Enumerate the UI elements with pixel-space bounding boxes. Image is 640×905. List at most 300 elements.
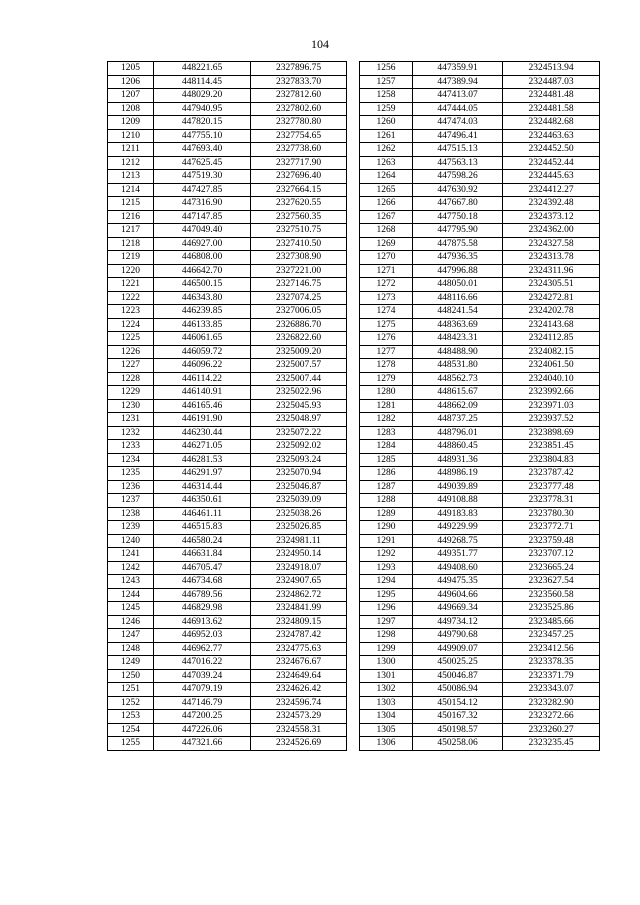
x-coordinate-cell: 446059.72: [154, 345, 251, 359]
x-coordinate-cell: 447515.13: [413, 143, 503, 157]
table-row: [108, 413, 347, 427]
table-row: [108, 615, 347, 629]
x-coordinate-cell: 447039.24: [154, 669, 251, 683]
point-number-cell: 1289: [360, 507, 413, 521]
table-row: [360, 386, 600, 400]
x-coordinate-cell: 446291.97: [154, 467, 251, 481]
x-coordinate-cell: 446350.61: [154, 494, 251, 508]
point-number-cell: 1238: [108, 507, 154, 521]
point-number-cell: 1239: [108, 521, 154, 535]
table-row: [108, 723, 347, 737]
point-number-cell: 1256: [360, 62, 413, 76]
x-coordinate-cell: 448488.90: [413, 345, 503, 359]
point-number-cell: 1283: [360, 426, 413, 440]
y-coordinate-cell: 2327410.50: [251, 237, 347, 251]
y-coordinate-cell: 2327738.60: [251, 143, 347, 157]
y-coordinate-cell: 2324841.99: [251, 602, 347, 616]
x-coordinate-cell: 447630.92: [413, 183, 503, 197]
table-row: [108, 521, 347, 535]
x-coordinate-cell: 447147.85: [154, 210, 251, 224]
point-number-cell: 1257: [360, 75, 413, 89]
y-coordinate-cell: 2325070.94: [251, 467, 347, 481]
point-number-cell: 1233: [108, 440, 154, 454]
point-number-cell: 1305: [360, 723, 413, 737]
point-number-cell: 1217: [108, 224, 154, 238]
x-coordinate-cell: 448562.73: [413, 372, 503, 386]
point-number-cell: 1232: [108, 426, 154, 440]
y-coordinate-cell: 2325026.85: [251, 521, 347, 535]
y-coordinate-cell: 2323260.27: [503, 723, 600, 737]
point-number-cell: 1219: [108, 251, 154, 265]
y-coordinate-cell: 2324481.48: [503, 89, 600, 103]
y-coordinate-cell: 2324311.96: [503, 264, 600, 278]
table-row: [360, 332, 600, 346]
point-number-cell: 1286: [360, 467, 413, 481]
y-coordinate-cell: 2324981.11: [251, 534, 347, 548]
table-row: [108, 588, 347, 602]
table-row: [360, 642, 600, 656]
x-coordinate-cell: 447427.85: [154, 183, 251, 197]
point-number-cell: 1275: [360, 318, 413, 332]
point-number-cell: 1282: [360, 413, 413, 427]
y-coordinate-cell: 2324526.69: [251, 737, 347, 751]
point-number-cell: 1306: [360, 737, 413, 751]
y-coordinate-cell: 2327802.60: [251, 102, 347, 116]
x-coordinate-cell: 447940.95: [154, 102, 251, 116]
point-number-cell: 1259: [360, 102, 413, 116]
table-row: [108, 143, 347, 157]
table-row: [108, 102, 347, 116]
x-coordinate-cell: 447755.10: [154, 129, 251, 143]
point-number-cell: 1214: [108, 183, 154, 197]
point-number-cell: 1226: [108, 345, 154, 359]
point-number-cell: 1227: [108, 359, 154, 373]
x-coordinate-cell: 446952.03: [154, 629, 251, 643]
table-body-left: [108, 62, 347, 751]
y-coordinate-cell: 2323627.54: [503, 575, 600, 589]
table-row: [108, 710, 347, 724]
y-coordinate-cell: 2324445.63: [503, 170, 600, 184]
x-coordinate-cell: 447359.91: [413, 62, 503, 76]
y-coordinate-cell: 2323777.48: [503, 480, 600, 494]
x-coordinate-cell: 446114.22: [154, 372, 251, 386]
point-number-cell: 1299: [360, 642, 413, 656]
x-coordinate-cell: 446734.68: [154, 575, 251, 589]
point-number-cell: 1235: [108, 467, 154, 481]
table-row: [108, 683, 347, 697]
table-row: [108, 359, 347, 373]
x-coordinate-cell: 449909.07: [413, 642, 503, 656]
table-row: [360, 183, 600, 197]
x-coordinate-cell: 446808.00: [154, 251, 251, 265]
point-number-cell: 1277: [360, 345, 413, 359]
table-row: [108, 548, 347, 562]
y-coordinate-cell: 2323457.25: [503, 629, 600, 643]
point-number-cell: 1231: [108, 413, 154, 427]
y-coordinate-cell: 2327812.60: [251, 89, 347, 103]
x-coordinate-cell: 447519.30: [154, 170, 251, 184]
point-number-cell: 1250: [108, 669, 154, 683]
point-number-cell: 1279: [360, 372, 413, 386]
table-row: [360, 467, 600, 481]
y-coordinate-cell: 2324862.72: [251, 588, 347, 602]
table-row: [360, 210, 600, 224]
page-number: 104: [311, 37, 329, 51]
point-number-cell: 1224: [108, 318, 154, 332]
table-row: [360, 710, 600, 724]
x-coordinate-cell: 446191.90: [154, 413, 251, 427]
x-coordinate-cell: 446343.80: [154, 291, 251, 305]
y-coordinate-cell: 2324392.48: [503, 197, 600, 211]
x-coordinate-cell: 447693.40: [154, 143, 251, 157]
y-coordinate-cell: 2323665.24: [503, 561, 600, 575]
y-coordinate-cell: 2323778.31: [503, 494, 600, 508]
y-coordinate-cell: 2323707.12: [503, 548, 600, 562]
y-coordinate-cell: 2327754.65: [251, 129, 347, 143]
x-coordinate-cell: 446165.46: [154, 399, 251, 413]
y-coordinate-cell: 2324452.50: [503, 143, 600, 157]
x-coordinate-cell: 447321.66: [154, 737, 251, 751]
x-coordinate-cell: 450046.87: [413, 669, 503, 683]
x-coordinate-cell: 447795.90: [413, 224, 503, 238]
y-coordinate-cell: 2323992.66: [503, 386, 600, 400]
y-coordinate-cell: 2327074.25: [251, 291, 347, 305]
x-coordinate-cell: 447750.18: [413, 210, 503, 224]
y-coordinate-cell: 2324481.58: [503, 102, 600, 116]
point-number-cell: 1302: [360, 683, 413, 697]
point-number-cell: 1288: [360, 494, 413, 508]
point-number-cell: 1220: [108, 264, 154, 278]
y-coordinate-cell: 2324558.31: [251, 723, 347, 737]
y-coordinate-cell: 2323937.52: [503, 413, 600, 427]
y-coordinate-cell: 2324362.00: [503, 224, 600, 238]
x-coordinate-cell: 446580.24: [154, 534, 251, 548]
point-number-cell: 1263: [360, 156, 413, 170]
table-row: [360, 521, 600, 535]
x-coordinate-cell: 450025.25: [413, 656, 503, 670]
y-coordinate-cell: 2324787.42: [251, 629, 347, 643]
x-coordinate-cell: 448029.20: [154, 89, 251, 103]
point-number-cell: 1249: [108, 656, 154, 670]
y-coordinate-cell: 2325045.93: [251, 399, 347, 413]
y-coordinate-cell: 2324775.63: [251, 642, 347, 656]
x-coordinate-cell: 448986.19: [413, 467, 503, 481]
point-number-cell: 1274: [360, 305, 413, 319]
table-row: [360, 507, 600, 521]
table-row: [360, 683, 600, 697]
point-number-cell: 1242: [108, 561, 154, 575]
point-number-cell: 1211: [108, 143, 154, 157]
x-coordinate-cell: 447996.88: [413, 264, 503, 278]
table-row: [360, 453, 600, 467]
point-number-cell: 1262: [360, 143, 413, 157]
x-coordinate-cell: 447563.13: [413, 156, 503, 170]
x-coordinate-cell: 448050.01: [413, 278, 503, 292]
table-row: [360, 359, 600, 373]
table-row: [360, 75, 600, 89]
table-row: [108, 305, 347, 319]
y-coordinate-cell: 2323759.48: [503, 534, 600, 548]
y-coordinate-cell: 2324313.78: [503, 251, 600, 265]
x-coordinate-cell: 448615.67: [413, 386, 503, 400]
point-number-cell: 1215: [108, 197, 154, 211]
x-coordinate-cell: 447598.26: [413, 170, 503, 184]
table-row: [108, 116, 347, 130]
x-coordinate-cell: 450154.12: [413, 696, 503, 710]
y-coordinate-cell: 2324907.65: [251, 575, 347, 589]
x-coordinate-cell: 448363.69: [413, 318, 503, 332]
y-coordinate-cell: 2326822.60: [251, 332, 347, 346]
y-coordinate-cell: 2324061.50: [503, 359, 600, 373]
x-coordinate-cell: 446962.77: [154, 642, 251, 656]
point-number-cell: 1225: [108, 332, 154, 346]
point-number-cell: 1221: [108, 278, 154, 292]
x-coordinate-cell: 447146.79: [154, 696, 251, 710]
point-number-cell: 1253: [108, 710, 154, 724]
y-coordinate-cell: 2325007.57: [251, 359, 347, 373]
y-coordinate-cell: 2327833.70: [251, 75, 347, 89]
y-coordinate-cell: 2324463.63: [503, 129, 600, 143]
y-coordinate-cell: 2325072.22: [251, 426, 347, 440]
coordinates-table-left: [107, 61, 347, 751]
point-number-cell: 1228: [108, 372, 154, 386]
x-coordinate-cell: 446927.00: [154, 237, 251, 251]
point-number-cell: 1292: [360, 548, 413, 562]
y-coordinate-cell: 2324327.58: [503, 237, 600, 251]
point-number-cell: 1230: [108, 399, 154, 413]
x-coordinate-cell: 449039.89: [413, 480, 503, 494]
point-number-cell: 1276: [360, 332, 413, 346]
table-row: [108, 170, 347, 184]
x-coordinate-cell: 449108.88: [413, 494, 503, 508]
point-number-cell: 1258: [360, 89, 413, 103]
y-coordinate-cell: 2324626.42: [251, 683, 347, 697]
point-number-cell: 1241: [108, 548, 154, 562]
x-coordinate-cell: 449790.68: [413, 629, 503, 643]
coordinates-table-right: [359, 61, 600, 751]
x-coordinate-cell: 446133.85: [154, 318, 251, 332]
point-number-cell: 1264: [360, 170, 413, 184]
x-coordinate-cell: 446061.65: [154, 332, 251, 346]
y-coordinate-cell: 2323235.45: [503, 737, 600, 751]
y-coordinate-cell: 2326886.70: [251, 318, 347, 332]
y-coordinate-cell: 2323971.03: [503, 399, 600, 413]
y-coordinate-cell: 2323780.30: [503, 507, 600, 521]
x-coordinate-cell: 449351.77: [413, 548, 503, 562]
point-number-cell: 1218: [108, 237, 154, 251]
x-coordinate-cell: 447413.07: [413, 89, 503, 103]
table-row: [108, 629, 347, 643]
table-row: [108, 332, 347, 346]
point-number-cell: 1272: [360, 278, 413, 292]
point-number-cell: 1287: [360, 480, 413, 494]
point-number-cell: 1206: [108, 75, 154, 89]
table-row: [360, 426, 600, 440]
x-coordinate-cell: 447820.15: [154, 116, 251, 130]
table-row: [360, 318, 600, 332]
table-row: [360, 62, 600, 76]
x-coordinate-cell: 447444.05: [413, 102, 503, 116]
y-coordinate-cell: 2327308.90: [251, 251, 347, 265]
table-row: [108, 602, 347, 616]
point-number-cell: 1222: [108, 291, 154, 305]
x-coordinate-cell: 448662.09: [413, 399, 503, 413]
x-coordinate-cell: 450086.94: [413, 683, 503, 697]
x-coordinate-cell: 447667.80: [413, 197, 503, 211]
table-row: [108, 156, 347, 170]
table-row: [108, 453, 347, 467]
y-coordinate-cell: 2325038.26: [251, 507, 347, 521]
y-coordinate-cell: 2324082.15: [503, 345, 600, 359]
y-coordinate-cell: 2324676.67: [251, 656, 347, 670]
point-number-cell: 1298: [360, 629, 413, 643]
point-number-cell: 1251: [108, 683, 154, 697]
point-number-cell: 1245: [108, 602, 154, 616]
y-coordinate-cell: 2324202.78: [503, 305, 600, 319]
y-coordinate-cell: 2327006.05: [251, 305, 347, 319]
point-number-cell: 1205: [108, 62, 154, 76]
y-coordinate-cell: 2323851.45: [503, 440, 600, 454]
x-coordinate-cell: 448241.54: [413, 305, 503, 319]
x-coordinate-cell: 449734.12: [413, 615, 503, 629]
x-coordinate-cell: 446230.44: [154, 426, 251, 440]
point-number-cell: 1290: [360, 521, 413, 535]
table-row: [108, 345, 347, 359]
point-number-cell: 1237: [108, 494, 154, 508]
x-coordinate-cell: 448860.45: [413, 440, 503, 454]
y-coordinate-cell: 2323343.07: [503, 683, 600, 697]
table-row: [360, 548, 600, 562]
point-number-cell: 1266: [360, 197, 413, 211]
y-coordinate-cell: 2327696.40: [251, 170, 347, 184]
x-coordinate-cell: 447016.22: [154, 656, 251, 670]
table-body-right: [360, 62, 600, 751]
y-coordinate-cell: 2327620.55: [251, 197, 347, 211]
point-number-cell: 1269: [360, 237, 413, 251]
x-coordinate-cell: 446705.47: [154, 561, 251, 575]
x-coordinate-cell: 446789.56: [154, 588, 251, 602]
table-row: [108, 386, 347, 400]
x-coordinate-cell: 447936.35: [413, 251, 503, 265]
table-row: [108, 561, 347, 575]
point-number-cell: 1260: [360, 116, 413, 130]
x-coordinate-cell: 447389.94: [413, 75, 503, 89]
y-coordinate-cell: 2327146.75: [251, 278, 347, 292]
point-number-cell: 1213: [108, 170, 154, 184]
table-row: [360, 656, 600, 670]
x-coordinate-cell: 446515.83: [154, 521, 251, 535]
y-coordinate-cell: 2324412.27: [503, 183, 600, 197]
x-coordinate-cell: 447200.25: [154, 710, 251, 724]
x-coordinate-cell: 448531.80: [413, 359, 503, 373]
table-row: [360, 102, 600, 116]
table-row: [108, 494, 347, 508]
y-coordinate-cell: 2325048.97: [251, 413, 347, 427]
point-number-cell: 1261: [360, 129, 413, 143]
table-row: [108, 89, 347, 103]
x-coordinate-cell: 446631.84: [154, 548, 251, 562]
point-number-cell: 1284: [360, 440, 413, 454]
y-coordinate-cell: 2327896.75: [251, 62, 347, 76]
x-coordinate-cell: 448423.31: [413, 332, 503, 346]
y-coordinate-cell: 2324482.68: [503, 116, 600, 130]
x-coordinate-cell: 447226.06: [154, 723, 251, 737]
point-number-cell: 1216: [108, 210, 154, 224]
x-coordinate-cell: 447496.41: [413, 129, 503, 143]
table-row: [360, 372, 600, 386]
point-number-cell: 1297: [360, 615, 413, 629]
y-coordinate-cell: 2327221.00: [251, 264, 347, 278]
y-coordinate-cell: 2325046.87: [251, 480, 347, 494]
y-coordinate-cell: 2323560.58: [503, 588, 600, 602]
y-coordinate-cell: 2323772.71: [503, 521, 600, 535]
point-number-cell: 1240: [108, 534, 154, 548]
y-coordinate-cell: 2324918.07: [251, 561, 347, 575]
point-number-cell: 1207: [108, 89, 154, 103]
table-row: [360, 413, 600, 427]
x-coordinate-cell: 449475.35: [413, 575, 503, 589]
y-coordinate-cell: 2324487.03: [503, 75, 600, 89]
point-number-cell: 1244: [108, 588, 154, 602]
y-coordinate-cell: 2324950.14: [251, 548, 347, 562]
y-coordinate-cell: 2323282.90: [503, 696, 600, 710]
table-row: [360, 197, 600, 211]
y-coordinate-cell: 2324573.29: [251, 710, 347, 724]
y-coordinate-cell: 2327560.35: [251, 210, 347, 224]
point-number-cell: 1236: [108, 480, 154, 494]
table-row: [360, 480, 600, 494]
table-row: [108, 251, 347, 265]
table-row: [360, 615, 600, 629]
x-coordinate-cell: 450198.57: [413, 723, 503, 737]
y-coordinate-cell: 2324272.81: [503, 291, 600, 305]
y-coordinate-cell: 2325022.96: [251, 386, 347, 400]
x-coordinate-cell: 449669.34: [413, 602, 503, 616]
x-coordinate-cell: 447625.45: [154, 156, 251, 170]
table-row: [360, 156, 600, 170]
table-row: [360, 278, 600, 292]
y-coordinate-cell: 2323787.42: [503, 467, 600, 481]
table-row: [360, 224, 600, 238]
table-row: [360, 494, 600, 508]
point-number-cell: 1280: [360, 386, 413, 400]
table-row: [108, 440, 347, 454]
table-row: [108, 291, 347, 305]
x-coordinate-cell: 448796.01: [413, 426, 503, 440]
point-number-cell: 1234: [108, 453, 154, 467]
x-coordinate-cell: 447049.40: [154, 224, 251, 238]
table-row: [108, 318, 347, 332]
x-coordinate-cell: 449183.83: [413, 507, 503, 521]
table-row: [360, 345, 600, 359]
table-row: [108, 75, 347, 89]
table-row: [360, 399, 600, 413]
table-row: [108, 467, 347, 481]
point-number-cell: 1254: [108, 723, 154, 737]
table-row: [108, 737, 347, 751]
y-coordinate-cell: 2324596.74: [251, 696, 347, 710]
point-number-cell: 1294: [360, 575, 413, 589]
point-number-cell: 1278: [360, 359, 413, 373]
y-coordinate-cell: 2323272.66: [503, 710, 600, 724]
table-row: [360, 534, 600, 548]
table-row: [108, 696, 347, 710]
point-number-cell: 1296: [360, 602, 413, 616]
x-coordinate-cell: 448114.45: [154, 75, 251, 89]
table-row: [108, 642, 347, 656]
x-coordinate-cell: 447875.58: [413, 237, 503, 251]
y-coordinate-cell: 2324305.51: [503, 278, 600, 292]
